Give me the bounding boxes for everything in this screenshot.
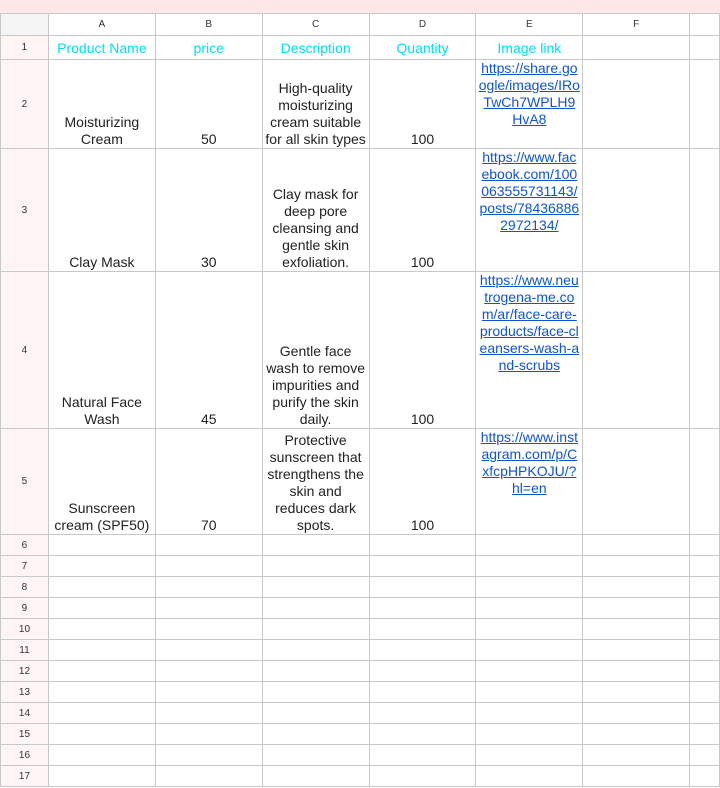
image-link[interactable]: https://share.google/images/IRoTwCh7WPLH9HvA8 bbox=[478, 60, 580, 127]
column-header-g[interactable] bbox=[690, 14, 720, 36]
empty-cell[interactable] bbox=[690, 619, 720, 640]
sheet-row-5 bbox=[1, 429, 720, 535]
row-header[interactable]: 9 bbox=[1, 598, 49, 619]
empty-cell[interactable] bbox=[690, 149, 720, 272]
product-name-cell[interactable]: Natural Face Wash bbox=[48, 272, 155, 429]
empty-cell[interactable] bbox=[476, 745, 583, 766]
row-header[interactable]: 6 bbox=[1, 535, 49, 556]
empty-cell[interactable] bbox=[369, 535, 476, 556]
sheet-row-12 bbox=[1, 661, 720, 682]
sheet-row-3 bbox=[1, 149, 720, 272]
image-link-cell[interactable] bbox=[476, 149, 583, 272]
empty-cell[interactable] bbox=[48, 640, 155, 661]
cell-b1[interactable]: price bbox=[155, 36, 262, 60]
empty-cell[interactable] bbox=[48, 556, 155, 577]
row-header[interactable]: 13 bbox=[1, 682, 49, 703]
row-header[interactable]: 3 bbox=[1, 149, 49, 272]
column-header-b[interactable]: B bbox=[155, 14, 262, 36]
empty-cell[interactable] bbox=[690, 272, 720, 429]
empty-cell[interactable] bbox=[369, 661, 476, 682]
empty-cell[interactable] bbox=[262, 535, 369, 556]
row-header[interactable]: 5 bbox=[1, 429, 49, 535]
cell-e1[interactable]: Image link bbox=[476, 36, 583, 60]
row-header[interactable]: 10 bbox=[1, 619, 49, 640]
empty-cell[interactable] bbox=[583, 577, 690, 598]
column-header-c[interactable]: C bbox=[262, 14, 369, 36]
empty-cell[interactable] bbox=[48, 661, 155, 682]
empty-cell[interactable] bbox=[583, 429, 690, 535]
empty-cell[interactable] bbox=[690, 577, 720, 598]
empty-cell[interactable] bbox=[583, 766, 690, 787]
empty-cell[interactable] bbox=[262, 619, 369, 640]
empty-cell[interactable] bbox=[690, 724, 720, 745]
price-cell[interactable]: 45 bbox=[155, 272, 262, 429]
empty-cell[interactable] bbox=[583, 535, 690, 556]
empty-cell[interactable] bbox=[48, 724, 155, 745]
sheet-row-14 bbox=[1, 703, 720, 724]
empty-cell[interactable] bbox=[369, 682, 476, 703]
empty-cell[interactable] bbox=[476, 682, 583, 703]
empty-cell[interactable] bbox=[583, 745, 690, 766]
product-name-cell[interactable]: Clay Mask bbox=[48, 149, 155, 272]
quantity-cell[interactable]: 100 bbox=[369, 60, 476, 149]
empty-cell[interactable] bbox=[155, 640, 262, 661]
empty-cell[interactable] bbox=[476, 724, 583, 745]
price-cell[interactable]: 70 bbox=[155, 429, 262, 535]
empty-cell[interactable] bbox=[690, 766, 720, 787]
image-link-cell[interactable] bbox=[476, 60, 583, 149]
empty-cell[interactable] bbox=[262, 682, 369, 703]
empty-cell[interactable] bbox=[155, 724, 262, 745]
sheet-row-2 bbox=[1, 60, 720, 149]
sheet-row-15 bbox=[1, 724, 720, 745]
empty-cell[interactable] bbox=[583, 724, 690, 745]
empty-cell[interactable] bbox=[155, 766, 262, 787]
row-header[interactable]: 14 bbox=[1, 703, 49, 724]
empty-cell[interactable] bbox=[690, 661, 720, 682]
empty-cell[interactable] bbox=[369, 703, 476, 724]
empty-cell[interactable] bbox=[583, 619, 690, 640]
row-header[interactable]: 16 bbox=[1, 745, 49, 766]
sheet-row-11 bbox=[1, 640, 720, 661]
sheet-row-7 bbox=[1, 556, 720, 577]
empty-cell[interactable] bbox=[583, 640, 690, 661]
empty-cell[interactable] bbox=[476, 577, 583, 598]
empty-cell[interactable] bbox=[476, 661, 583, 682]
empty-cell[interactable] bbox=[690, 640, 720, 661]
empty-cell[interactable] bbox=[262, 766, 369, 787]
empty-cell[interactable] bbox=[369, 745, 476, 766]
price-cell[interactable]: 30 bbox=[155, 149, 262, 272]
empty-cell[interactable] bbox=[155, 535, 262, 556]
empty-cell[interactable] bbox=[369, 577, 476, 598]
empty-cell[interactable] bbox=[262, 598, 369, 619]
image-link-cell[interactable] bbox=[476, 272, 583, 429]
quantity-cell[interactable]: 100 bbox=[369, 272, 476, 429]
cell-c1[interactable]: Description bbox=[262, 36, 369, 60]
empty-cell[interactable] bbox=[48, 577, 155, 598]
sheet-row-13 bbox=[1, 682, 720, 703]
empty-cell[interactable] bbox=[690, 745, 720, 766]
empty-cell[interactable] bbox=[476, 598, 583, 619]
select-all-corner[interactable] bbox=[1, 14, 49, 36]
empty-cell[interactable] bbox=[690, 703, 720, 724]
empty-cell[interactable] bbox=[583, 703, 690, 724]
empty-cell[interactable] bbox=[690, 429, 720, 535]
row-header[interactable]: 2 bbox=[1, 60, 49, 149]
empty-cell[interactable] bbox=[48, 619, 155, 640]
row-header[interactable]: 1 bbox=[1, 36, 49, 60]
row-header[interactable]: 15 bbox=[1, 724, 49, 745]
column-header-e[interactable]: E bbox=[476, 14, 583, 36]
empty-cell[interactable] bbox=[48, 535, 155, 556]
column-header-d[interactable]: D bbox=[369, 14, 476, 36]
image-link[interactable]: https://www.instagram.com/p/CxfcpHPKOJU/?hl=en bbox=[480, 429, 578, 496]
sheet-row-16 bbox=[1, 745, 720, 766]
row-header[interactable]: 17 bbox=[1, 766, 49, 787]
column-header-row bbox=[1, 14, 720, 36]
description-cell[interactable]: High-quality moisturizing cream suitable for all skin types bbox=[262, 60, 369, 149]
description-cell[interactable]: Clay mask for deep pore cleansing and gentle skin exfoliation. bbox=[262, 149, 369, 272]
row-header[interactable]: 12 bbox=[1, 661, 49, 682]
top-strip bbox=[0, 0, 720, 13]
description-cell[interactable]: Protective sunscreen that strengthens the skin and reduces dark spots. bbox=[262, 429, 369, 535]
sheet-row-4 bbox=[1, 272, 720, 429]
empty-cell[interactable] bbox=[48, 598, 155, 619]
empty-cell[interactable] bbox=[583, 60, 690, 149]
column-header-a[interactable]: A bbox=[48, 14, 155, 36]
quantity-cell[interactable]: 100 bbox=[369, 429, 476, 535]
image-link[interactable]: https://www.facebook.com/100063555731143/posts/784368862972134/ bbox=[479, 149, 580, 233]
empty-cell[interactable] bbox=[690, 60, 720, 149]
empty-cell[interactable] bbox=[583, 149, 690, 272]
empty-cell[interactable] bbox=[476, 556, 583, 577]
empty-cell[interactable] bbox=[369, 619, 476, 640]
empty-cell[interactable] bbox=[369, 556, 476, 577]
empty-cell[interactable] bbox=[476, 703, 583, 724]
empty-cell[interactable] bbox=[583, 598, 690, 619]
empty-cell[interactable] bbox=[48, 745, 155, 766]
empty-cell[interactable] bbox=[155, 598, 262, 619]
empty-cell[interactable] bbox=[369, 724, 476, 745]
empty-cell[interactable] bbox=[48, 766, 155, 787]
empty-cell[interactable] bbox=[48, 682, 155, 703]
empty-cell[interactable] bbox=[262, 577, 369, 598]
sheet-row-6 bbox=[1, 535, 720, 556]
sheet-row-1 bbox=[1, 36, 720, 60]
sheet-row-10 bbox=[1, 619, 720, 640]
empty-cell[interactable] bbox=[48, 703, 155, 724]
cell-a1[interactable]: Product Name bbox=[48, 36, 155, 60]
empty-cell[interactable] bbox=[262, 745, 369, 766]
empty-cell[interactable] bbox=[583, 556, 690, 577]
empty-cell[interactable] bbox=[155, 619, 262, 640]
empty-cell[interactable] bbox=[262, 724, 369, 745]
empty-cell[interactable] bbox=[262, 640, 369, 661]
row-header[interactable]: 7 bbox=[1, 556, 49, 577]
empty-cell[interactable] bbox=[262, 703, 369, 724]
sheet-row-9 bbox=[1, 598, 720, 619]
sheet-row-8 bbox=[1, 577, 720, 598]
empty-cell[interactable] bbox=[155, 661, 262, 682]
quantity-cell[interactable]: 100 bbox=[369, 149, 476, 272]
empty-cell[interactable] bbox=[690, 682, 720, 703]
empty-cell[interactable] bbox=[262, 556, 369, 577]
empty-cell[interactable] bbox=[155, 745, 262, 766]
image-link-cell[interactable] bbox=[476, 429, 583, 535]
empty-cell[interactable] bbox=[155, 703, 262, 724]
product-name-cell[interactable]: Moisturizing Cream bbox=[48, 60, 155, 149]
cell-f1[interactable] bbox=[583, 36, 690, 60]
empty-cell[interactable] bbox=[690, 556, 720, 577]
cell-g1[interactable] bbox=[690, 36, 720, 60]
row-header[interactable]: 8 bbox=[1, 577, 49, 598]
empty-cell[interactable] bbox=[690, 535, 720, 556]
empty-cell[interactable] bbox=[690, 598, 720, 619]
empty-cell[interactable] bbox=[476, 619, 583, 640]
image-link[interactable]: https://www.neutrogena-me.com/ar/face-care-products/face-cleansers-wash-and-scrubs bbox=[479, 272, 580, 373]
cell-d1[interactable]: Quantity bbox=[369, 36, 476, 60]
price-cell[interactable]: 50 bbox=[155, 60, 262, 149]
row-header[interactable]: 11 bbox=[1, 640, 49, 661]
empty-cell[interactable] bbox=[476, 766, 583, 787]
empty-cell[interactable] bbox=[476, 535, 583, 556]
product-name-cell[interactable]: Sunscreen cream (SPF50) bbox=[48, 429, 155, 535]
empty-cell[interactable] bbox=[369, 598, 476, 619]
spreadsheet-grid bbox=[0, 13, 720, 787]
empty-cell[interactable] bbox=[369, 640, 476, 661]
empty-cell[interactable] bbox=[583, 272, 690, 429]
row-header[interactable]: 4 bbox=[1, 272, 49, 429]
empty-cell[interactable] bbox=[583, 661, 690, 682]
column-header-f[interactable]: F bbox=[583, 14, 690, 36]
empty-cell[interactable] bbox=[583, 682, 690, 703]
description-cell[interactable]: Gentle face wash to remove impurities and purify the skin daily. bbox=[262, 272, 369, 429]
sheet-row-17 bbox=[1, 766, 720, 787]
empty-cell[interactable] bbox=[155, 577, 262, 598]
empty-cell[interactable] bbox=[155, 682, 262, 703]
empty-cell[interactable] bbox=[369, 766, 476, 787]
empty-cell[interactable] bbox=[262, 661, 369, 682]
empty-cell[interactable] bbox=[155, 556, 262, 577]
empty-cell[interactable] bbox=[476, 640, 583, 661]
